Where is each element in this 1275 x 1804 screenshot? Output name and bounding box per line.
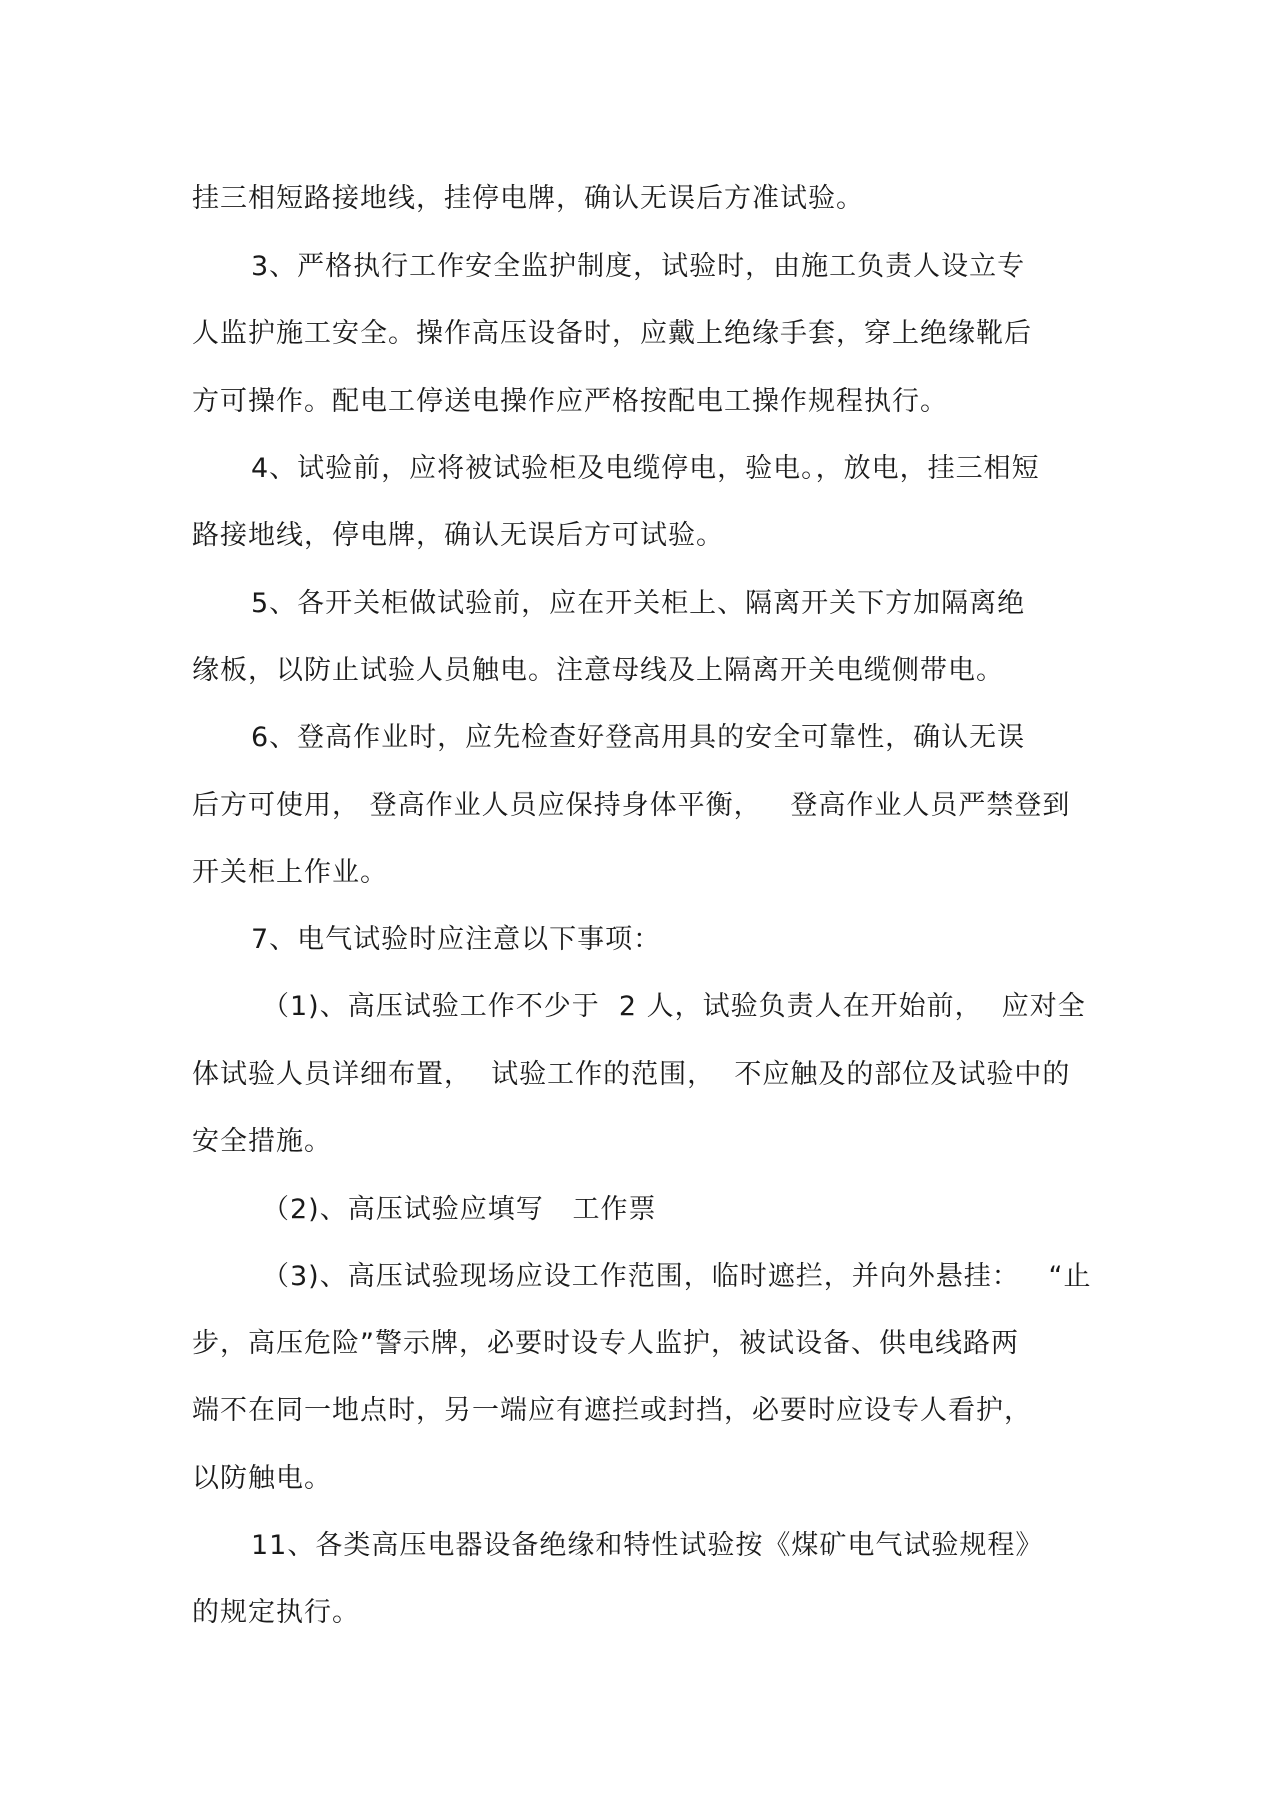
text-line-5: 4、试验前，应将被试验柜及电缆停电，验电。，放电，挂三相短 [251, 453, 1040, 484]
text-line-1: 挂三相短路接地线，挂停电牌，确认无误后方准试验。 [192, 183, 864, 214]
text-line-21: 11、各类高压电器设备绝缘和特性试验按《煤矿电气试验规程》 [251, 1530, 1044, 1561]
text-line-3: 人监护施工安全。操作高压设备时，应戴上绝缘手套，穿上绝缘靴后 [192, 318, 1032, 349]
text-line-20: 以防触电。 [192, 1463, 332, 1494]
text-line-19: 端不在同一地点时，另一端应有遮拦或封挡，必要时应设专人看护， [192, 1395, 1032, 1426]
text-line-17: （3)、高压试验现场应设工作范围，临时遮拦，并向外悬挂： “止 [262, 1261, 1092, 1292]
text-line-11: 开关柜上作业。 [192, 857, 388, 888]
text-line-16: （2)、高压试验应填写 工作票 [262, 1194, 657, 1225]
text-line-7: 5、各开关柜做试验前，应在开关柜上、隔离开关下方加隔离绝 [251, 588, 1026, 619]
text-line-13: （1)、高压试验工作不少于 2 人，试验负责人在开始前， 应对全 [262, 991, 1086, 1022]
text-line-15: 安全措施。 [192, 1126, 332, 1157]
text-line-18: 步，高压危险”警示牌，必要时设专人监护，被试设备、供电线路两 [192, 1328, 1019, 1359]
text-line-9: 6、登高作业时，应先检查好登高用具的安全可靠性，确认无误 [251, 722, 1026, 753]
text-line-12: 7、电气试验时应注意以下事项： [251, 924, 662, 955]
text-line-4: 方可操作。配电工停送电操作应严格按配电工操作规程执行。 [192, 386, 948, 417]
text-line-10: 后方可使用， 登高作业人员应保持身体平衡， 登高作业人员严禁登到 [192, 790, 1071, 821]
text-line-2: 3、严格执行工作安全监护制度，试验时，由施工负责人设立专 [251, 251, 1026, 282]
text-line-6: 路接地线，停电牌，确认无误后方可试验。 [192, 520, 724, 551]
text-line-8: 缘板，以防止试验人员触电。注意母线及上隔离开关电缆侧带电。 [192, 655, 1004, 686]
text-line-22: 的规定执行。 [192, 1597, 360, 1628]
text-line-14: 体试验人员详细布置， 试验工作的范围， 不应触及的部位及试验中的 [192, 1059, 1071, 1090]
